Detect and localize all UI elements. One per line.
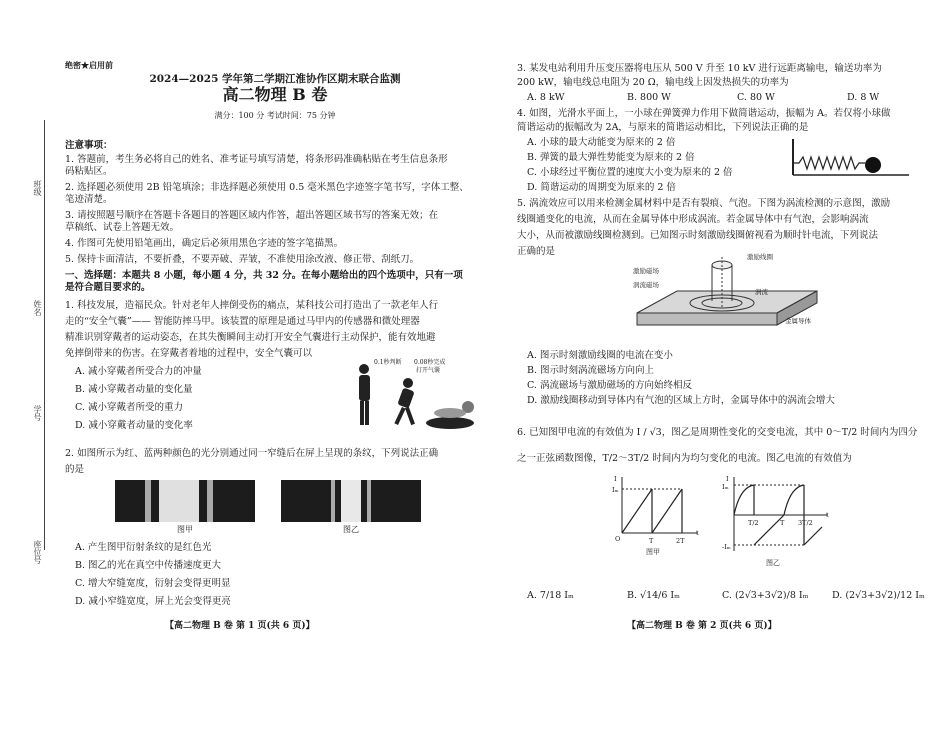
section-1-heading: 一、选择题：本题共 8 小题，每小题 4 分，共 32 分。在每小题给出的四个选项中，只有一项 <box>65 270 463 281</box>
q1-option-c: C. 减小穿戴者所受的重力 <box>75 402 183 413</box>
page-2 <box>517 55 945 635</box>
q3-option-b: B. 800 W <box>627 92 671 103</box>
q4-stem: 简谐运动的振幅改为 2A，与原来的简谐运动相比，下列说法正确的是 <box>517 122 809 133</box>
q6-stem: 之一正弦函数图像，T/2～3T/2 时间内为均匀变化的电流。图乙电流的有效值为 <box>517 453 852 464</box>
q4-option-c: C. 小球经过平衡位置的速度大小变为原来的 2 倍 <box>527 167 733 178</box>
q5-option-c: C. 涡流磁场与激励磁场的方向始终相反 <box>527 380 692 391</box>
seal-line <box>44 120 45 550</box>
q1-option-d: D. 减小穿戴者动量的变化率 <box>75 420 193 431</box>
axis-label: t <box>826 511 829 519</box>
q2-stem: 2. 如图所示为红、蓝两种颜色的光分别通过同一窄缝后在屏上呈现的条纹，下列说法正确 <box>65 448 439 459</box>
q4-option-d: D. 简谐运动的周期变为原来的 2 倍 <box>527 182 676 193</box>
footer-page-1: 【高二物理 B 卷 第 1 页(共 6 页)】 <box>165 621 315 631</box>
q3-option-c: C. 80 W <box>737 92 775 103</box>
q5-stem: 线圈通变化的电流，从而在金属导体中形成涡流。若金属导体中有气泡，会影响涡流 <box>517 214 869 225</box>
q6-stem: 6. 已知图甲电流的有效值为 I / √3，图乙是周期性变化的交变电流，其中 0～T/2 时间内为四分 <box>517 427 918 438</box>
q6-option-d: D. (2√3+3√2)/12 Iₘ <box>832 590 925 601</box>
axis-label: 2T <box>676 537 685 545</box>
q2-stem: 的是 <box>65 464 85 475</box>
q1-stem: 走的“安全气囊”—— 智能防摔马甲。该装置的原理是通过马甲内的传感器和微处理器 <box>65 316 420 327</box>
note-line: 4. 作图可先使用铅笔画出，确定后必须用黑色字迹的签字笔描黑。 <box>65 238 344 249</box>
graph-a <box>612 473 702 558</box>
spring-ball-diagram <box>789 135 914 181</box>
score-time: 满分：100 分 考试时间：75 分钟 <box>214 111 336 120</box>
note-line: 3. 请按照题号顺序在答题卡各题目的答题区域内作答，超出答题区域书写的答案无效；在 <box>65 210 439 221</box>
axis-label: t <box>696 529 699 537</box>
fig5-label: 激励线圈 <box>747 253 773 261</box>
margin-label-seat: 座位号 <box>33 540 42 564</box>
q1-option-a: A. 减小穿戴者所受合力的冲量 <box>75 366 202 377</box>
q3-stem: 200 kW，输电线总电阻为 20 Ω，输电线上因发热损失的功率为 <box>517 77 789 88</box>
q1-option-b: B. 减小穿戴者动量的变化量 <box>75 384 193 395</box>
fig-label-a: 图甲 <box>177 525 193 534</box>
axis-label: 3T/2 <box>798 519 813 527</box>
q4-option-a: A. 小球的最大动能变为原来的 2 倍 <box>527 137 676 148</box>
note-line: 码粘贴区。 <box>65 166 113 177</box>
q5-stem: 5. 涡流效应可以用来检测金属材料中是否有裂痕、气泡。下图为涡流检测的示意图，激励 <box>517 198 891 209</box>
q2-option-c: C. 增大窄缝宽度，衍射会变得更明显 <box>75 578 231 589</box>
img-label: 0.08秒完成 <box>414 359 446 366</box>
axis-label: I <box>614 475 617 483</box>
q5-stem: 大小，从而被激励线圈检测到。已知图示时刻激励线圈俯视看为顺时针电流，下列说法 <box>517 230 879 241</box>
q2-option-d: D. 减小窄缝宽度，屏上光会变得更亮 <box>75 596 231 607</box>
q3-stem: 3. 某发电站利用升压变压器将电压从 500 V 升至 10 kV 进行远距离输电，输送功率为 <box>517 63 882 74</box>
axis-label: T/2 <box>748 519 759 527</box>
margin-label-id: 学号 <box>33 405 42 421</box>
footer-page-2: 【高二物理 B 卷 第 2 页(共 6 页)】 <box>627 621 777 631</box>
note-line: 1. 答题前，考生务必将自己的姓名、准考证号填写清楚，将条形码准确粘贴在考生信息条形 <box>65 154 448 165</box>
fig5-label: 金属导体 <box>785 317 811 325</box>
fig5-label: 激励磁场 <box>633 267 659 275</box>
q5-option-a: A. 图示时刻激励线圈的电流在变小 <box>527 350 673 361</box>
img-label: 0.1秒判断 <box>374 359 402 366</box>
margin-label-name: 姓名 <box>33 300 42 316</box>
subject-title: 高二物理 B 卷 <box>222 85 328 104</box>
note-line: 2. 选择题必须使用 2B 铅笔填涂；非选择题必须使用 0.5 毫米黑色字迹签字笔书写，字体工整、 <box>65 182 469 193</box>
note-line: 笔迹清楚。 <box>65 194 113 205</box>
section-1-heading-cont: 是符合题目要求的。 <box>65 282 151 293</box>
axis-label: T <box>649 537 654 545</box>
q6-option-c: C. (2√3+3√2)/8 Iₘ <box>722 590 809 601</box>
q1-stem: 免摔倒带来的伤害。在穿戴者着地的过程中，安全气囊可以 <box>65 348 313 359</box>
graph-b <box>722 473 832 568</box>
axis-label: Iₘ <box>722 483 729 491</box>
q4-option-b: B. 弹簧的最大弹性势能变为原来的 2 倍 <box>527 152 695 163</box>
airbag-illustration <box>350 355 480 435</box>
img-label: 打开气囊 <box>416 367 441 374</box>
q2-option-a: A. 产生图甲衍射条纹的是红色光 <box>75 542 212 553</box>
q6-option-a: A. 7/18 Iₘ <box>527 590 574 601</box>
q1-stem: 1. 科技发展，造福民众。针对老年人摔倒受伤的痛点，某科技公司打造出了一款老年人行 <box>65 300 439 311</box>
margin-label-class: 班级 <box>33 180 42 196</box>
exam-title: 2024—2025 学年第二学期江淮协作区期末联合监测 <box>149 73 401 85</box>
axis-label: I <box>726 475 729 483</box>
q3-option-d: D. 8 W <box>847 92 880 103</box>
graph-a-caption: 图甲 <box>646 548 660 556</box>
q6-option-b: B. √14/6 Iₘ <box>627 590 681 601</box>
q5-option-b: B. 图示时刻涡流磁场方向向上 <box>527 365 655 376</box>
q1-stem: 精准识别穿戴者的运动姿态，在其失衡瞬间主动打开安全气囊进行主动保护，能有效地避 <box>65 332 436 343</box>
q5-stem: 正确的是 <box>517 246 556 257</box>
fringe-pattern-b <box>281 480 421 522</box>
fringe-pattern-a <box>115 480 255 522</box>
q2-option-b: B. 图乙的光在真空中传播速度更大 <box>75 560 222 571</box>
page-1 <box>65 55 493 635</box>
graph-b-caption: 图乙 <box>766 559 780 567</box>
axis-label: Iₘ <box>612 486 619 494</box>
axis-label: O <box>615 535 621 543</box>
q4-stem: 4. 如图，光滑水平面上，一小球在弹簧弹力作用下做简谐运动，振幅为 A。若仅将小球做 <box>517 108 891 119</box>
q3-option-a: A. 8 kW <box>527 92 565 103</box>
note-line: 5. 保持卡面清洁，不要折叠，不要弄破、弄皱，不准使用涂改液、修正带、刮纸刀。 <box>65 254 420 265</box>
eddy-current-diagram <box>627 253 827 345</box>
axis-label: T <box>780 519 785 527</box>
note-line: 草稿纸、试卷上答题无效。 <box>65 222 180 233</box>
axis-label: -Iₘ <box>722 543 731 551</box>
fig5-label: 涡流磁场 <box>633 281 659 289</box>
q5-option-d: D. 激励线圈移动到导体内有气泡的区域上方时，金属导体中的涡流会增大 <box>527 395 835 406</box>
fig-label-b: 图乙 <box>343 525 359 534</box>
fig5-label: 涡流 <box>755 288 768 296</box>
secret-mark: 绝密★启用前 <box>65 60 113 70</box>
notes-title: 注意事项： <box>65 140 113 151</box>
